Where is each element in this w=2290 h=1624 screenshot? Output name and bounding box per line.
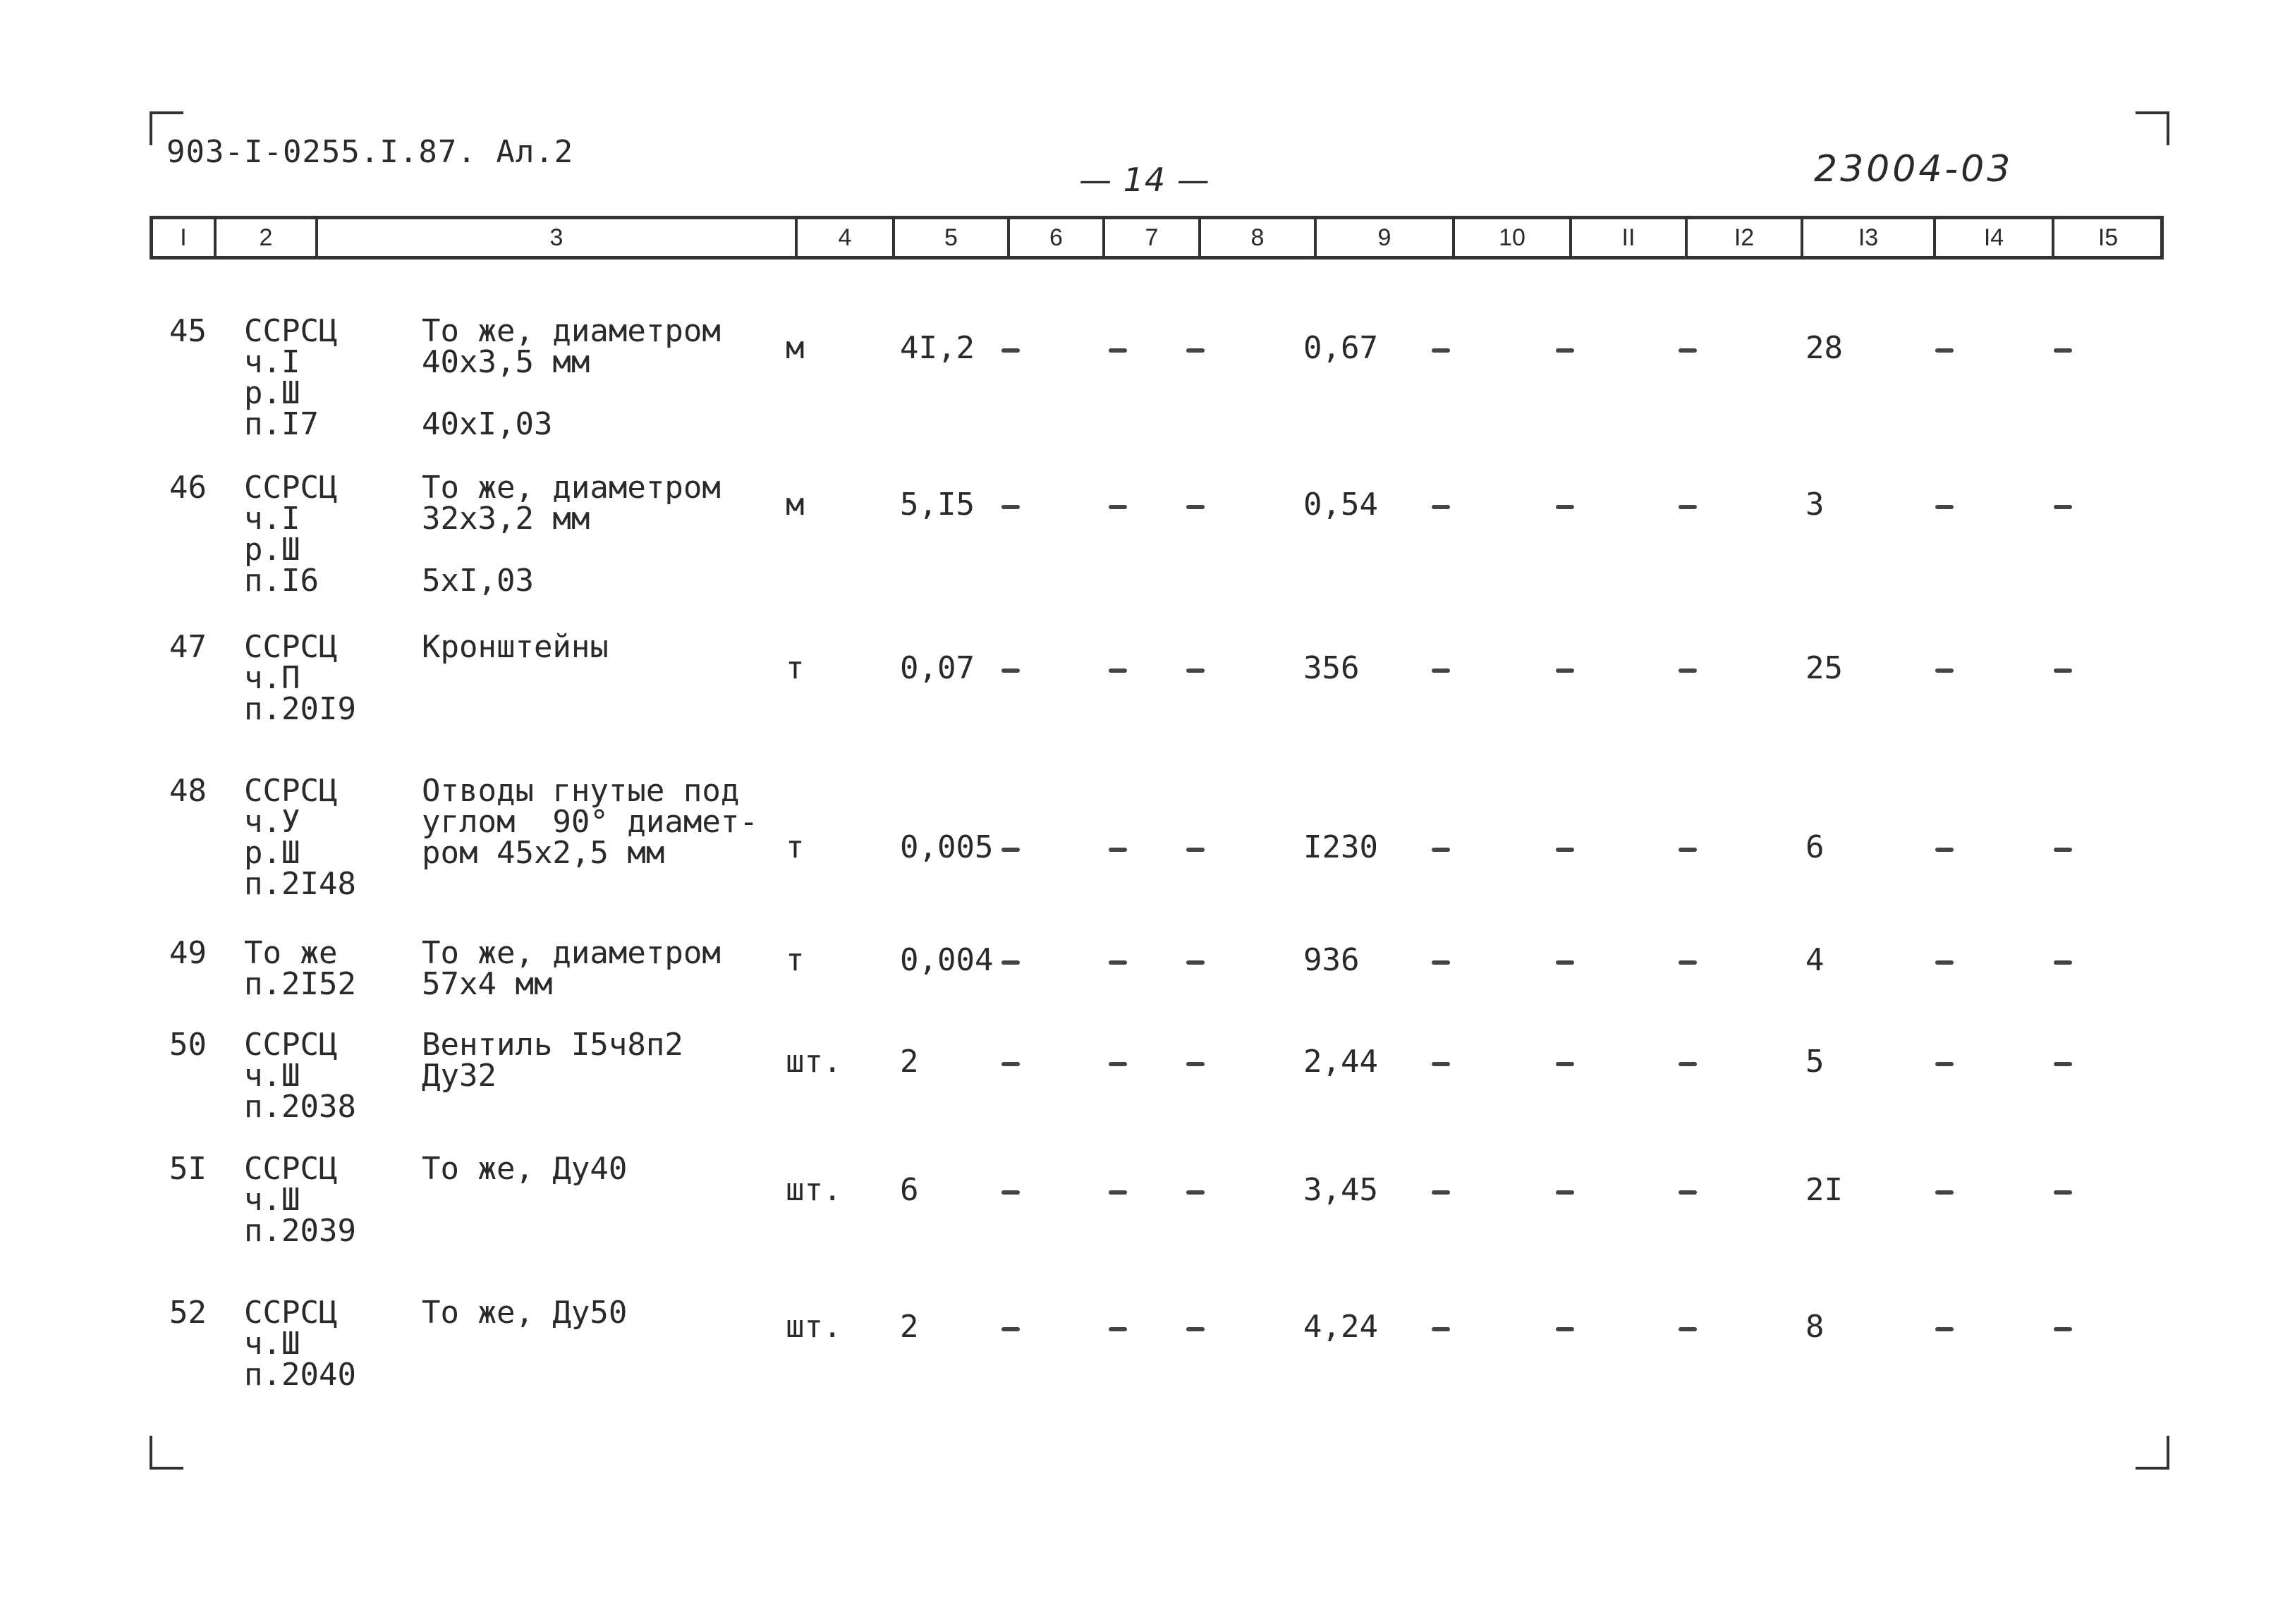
unit-of-measure: м: [786, 487, 805, 523]
column-13-value: 5: [1805, 1044, 1825, 1080]
empty-dash: [1186, 668, 1205, 673]
empty-dash: [1935, 1327, 1954, 1331]
norm-reference: п.2038: [244, 1089, 356, 1125]
empty-dash: [1679, 848, 1697, 852]
quantity: 6: [900, 1172, 919, 1208]
column-header-2: 2: [217, 219, 318, 256]
empty-dash: [2054, 1327, 2072, 1331]
norm-reference: п.2I52: [244, 966, 356, 1002]
quantity-calculation: 40хI,03: [422, 406, 553, 442]
empty-dash: [1186, 960, 1205, 965]
empty-dash: [1001, 1062, 1020, 1066]
document-code: 903-I-0255.I.87. Ал.2: [166, 134, 574, 170]
empty-dash: [1556, 348, 1574, 353]
empty-dash: [1432, 348, 1450, 353]
empty-dash: [1679, 668, 1697, 673]
column-header-13: I3: [1803, 219, 1936, 256]
empty-dash: [1935, 848, 1954, 852]
unit-price: 0,54: [1303, 487, 1378, 523]
column-header-15: I5: [2097, 224, 2119, 251]
column-header-6: 6: [1010, 219, 1105, 256]
empty-dash: [1001, 1327, 1020, 1331]
norm-reference: ССРСЦ: [244, 1295, 338, 1331]
norm-reference: р.Ш: [244, 532, 300, 568]
work-description: То же, диаметром: [422, 935, 721, 971]
quantity: 2: [900, 1044, 919, 1080]
column-header-4: 4: [798, 219, 895, 256]
work-description: 40х3,5 мм: [422, 344, 590, 380]
empty-dash: [1679, 505, 1697, 509]
empty-dash: [1109, 668, 1127, 673]
column-header-7: 7: [1105, 219, 1201, 256]
empty-dash: [1679, 1062, 1697, 1066]
unit-of-measure: т: [786, 829, 805, 865]
empty-dash: [1556, 668, 1574, 673]
work-description: То же, диаметром: [422, 313, 721, 349]
empty-dash: [1679, 1327, 1697, 1331]
norm-reference: ч.У: [244, 804, 300, 840]
norm-reference: п.I6: [244, 563, 319, 599]
empty-dash: [1109, 1190, 1127, 1195]
norm-reference: ч.I: [244, 344, 300, 380]
column-header-3: 3: [318, 219, 798, 256]
work-description: углом 90° диамет-: [422, 804, 758, 840]
empty-dash: [2054, 668, 2072, 673]
empty-dash: [1109, 505, 1127, 509]
empty-dash: [1001, 1190, 1020, 1195]
column-header-row: [150, 216, 2164, 260]
row-number: 45: [169, 313, 207, 349]
norm-reference: ч.Ш: [244, 1182, 300, 1218]
empty-dash: [1432, 668, 1450, 673]
work-description: Кронштейны: [422, 629, 609, 665]
empty-dash: [1186, 1062, 1205, 1066]
work-description: Вентиль I5ч8п2: [422, 1027, 683, 1063]
unit-of-measure: м: [786, 330, 805, 366]
unit-price: 356: [1303, 650, 1360, 686]
row-number: 47: [169, 629, 207, 665]
unit-price: 2,44: [1303, 1044, 1378, 1080]
empty-dash: [1109, 960, 1127, 965]
work-description: То же, Ду40: [422, 1151, 628, 1187]
norm-reference: р.Ш: [244, 835, 300, 871]
unit-of-measure: шт.: [786, 1172, 842, 1208]
quantity: 0,005: [900, 829, 994, 865]
work-description: 57х4 мм: [422, 966, 553, 1002]
unit-of-measure: т: [786, 650, 805, 686]
empty-dash: [1109, 848, 1127, 852]
empty-dash: [1186, 1190, 1205, 1195]
norm-reference: ч.I: [244, 501, 300, 537]
empty-dash: [1556, 1190, 1574, 1195]
norm-reference: ССРСЦ: [244, 773, 338, 809]
norm-reference: То же: [244, 935, 338, 971]
empty-dash: [1935, 668, 1954, 673]
column-13-value: 25: [1805, 650, 1843, 686]
norm-reference: ч.Ш: [244, 1058, 300, 1094]
column-header-12: I2: [1688, 219, 1803, 256]
column-header-11: II: [1572, 219, 1688, 256]
empty-dash: [1432, 1062, 1450, 1066]
unit-of-measure: т: [786, 942, 805, 978]
norm-reference: ССРСЦ: [244, 629, 338, 665]
row-number: 49: [169, 935, 207, 971]
empty-dash: [2054, 1190, 2072, 1195]
empty-dash: [1109, 1062, 1127, 1066]
column-header-5: 5: [895, 219, 1010, 256]
norm-reference: ч.П: [244, 660, 300, 696]
empty-dash: [1432, 848, 1450, 852]
work-description: ром 45х2,5 мм: [422, 835, 665, 871]
corner-mark-top-right: [2136, 111, 2169, 145]
row-number: 48: [169, 773, 207, 809]
norm-reference: ССРСЦ: [244, 470, 338, 506]
work-description: Отводы гнутые под: [422, 773, 740, 809]
column-header-9: 9: [1317, 219, 1455, 256]
norm-reference: п.2I48: [244, 866, 356, 902]
empty-dash: [2054, 960, 2072, 965]
empty-dash: [2054, 348, 2072, 353]
page-number: — 14 —: [1079, 161, 1210, 199]
norm-reference: п.20I9: [244, 691, 356, 727]
work-description: 32х3,2 мм: [422, 501, 590, 537]
quantity: 5,I5: [900, 487, 975, 523]
empty-dash: [1432, 960, 1450, 965]
quantity-calculation: 5хI,03: [422, 563, 534, 599]
quantity: 2: [900, 1309, 919, 1345]
column-13-value: 8: [1805, 1309, 1825, 1345]
column-13-value: 2I: [1805, 1172, 1843, 1208]
empty-dash: [2054, 505, 2072, 509]
work-description: То же, Ду50: [422, 1295, 628, 1331]
quantity: 0,004: [900, 942, 994, 978]
norm-reference: ССРСЦ: [244, 313, 338, 349]
empty-dash: [1679, 960, 1697, 965]
corner-mark-bottom-right: [2136, 1436, 2169, 1470]
quantity: 4I,2: [900, 330, 975, 366]
row-number: 50: [169, 1027, 207, 1063]
empty-dash: [1186, 505, 1205, 509]
empty-dash: [1001, 960, 1020, 965]
empty-dash: [1556, 960, 1574, 965]
row-number: 52: [169, 1295, 207, 1331]
row-number: 46: [169, 470, 207, 506]
empty-dash: [1186, 348, 1205, 353]
empty-dash: [1556, 1062, 1574, 1066]
unit-price: 0,67: [1303, 330, 1378, 366]
unit-price: 3,45: [1303, 1172, 1378, 1208]
empty-dash: [1935, 348, 1954, 353]
empty-dash: [1001, 668, 1020, 673]
empty-dash: [1001, 505, 1020, 509]
empty-dash: [1556, 1327, 1574, 1331]
norm-reference: п.2039: [244, 1213, 356, 1249]
empty-dash: [1935, 505, 1954, 509]
empty-dash: [1679, 1190, 1697, 1195]
unit-price: 4,24: [1303, 1309, 1378, 1345]
empty-dash: [1432, 505, 1450, 509]
norm-reference: р.Ш: [244, 375, 300, 411]
empty-dash: [1935, 960, 1954, 965]
empty-dash: [1935, 1062, 1954, 1066]
corner-mark-bottom-left: [150, 1436, 183, 1470]
empty-dash: [1935, 1190, 1954, 1195]
row-number: 5I: [169, 1151, 207, 1187]
empty-dash: [1432, 1327, 1450, 1331]
work-description: То же, диаметром: [422, 470, 721, 506]
unit-price: 936: [1303, 942, 1360, 978]
empty-dash: [1186, 848, 1205, 852]
column-header-10: 10: [1455, 219, 1572, 256]
empty-dash: [1001, 848, 1020, 852]
quantity: 0,07: [900, 650, 975, 686]
empty-dash: [1432, 1190, 1450, 1195]
norm-reference: п.2040: [244, 1357, 356, 1393]
unit-price: I230: [1303, 829, 1378, 865]
empty-dash: [1186, 1327, 1205, 1331]
empty-dash: [1679, 348, 1697, 353]
unit-of-measure: шт.: [786, 1044, 842, 1080]
empty-dash: [1001, 348, 1020, 353]
column-13-value: 28: [1805, 330, 1843, 366]
column-13-value: 4: [1805, 942, 1825, 978]
empty-dash: [2054, 1062, 2072, 1066]
empty-dash: [1109, 1327, 1127, 1331]
column-13-value: 6: [1805, 829, 1825, 865]
column-header-14: I4: [1936, 219, 2054, 256]
norm-reference: п.I7: [244, 406, 319, 442]
empty-dash: [2054, 848, 2072, 852]
column-13-value: 3: [1805, 487, 1825, 523]
empty-dash: [1109, 348, 1127, 353]
sheet-code: 23004-03: [1814, 148, 2014, 190]
norm-reference: ч.Ш: [244, 1326, 300, 1362]
unit-of-measure: шт.: [786, 1309, 842, 1345]
empty-dash: [1556, 848, 1574, 852]
empty-dash: [1556, 505, 1574, 509]
norm-reference: ССРСЦ: [244, 1151, 338, 1187]
column-header-8: 8: [1201, 219, 1317, 256]
norm-reference: ССРСЦ: [244, 1027, 338, 1063]
column-header-1: I: [153, 219, 217, 256]
work-description: Ду32: [422, 1058, 497, 1094]
